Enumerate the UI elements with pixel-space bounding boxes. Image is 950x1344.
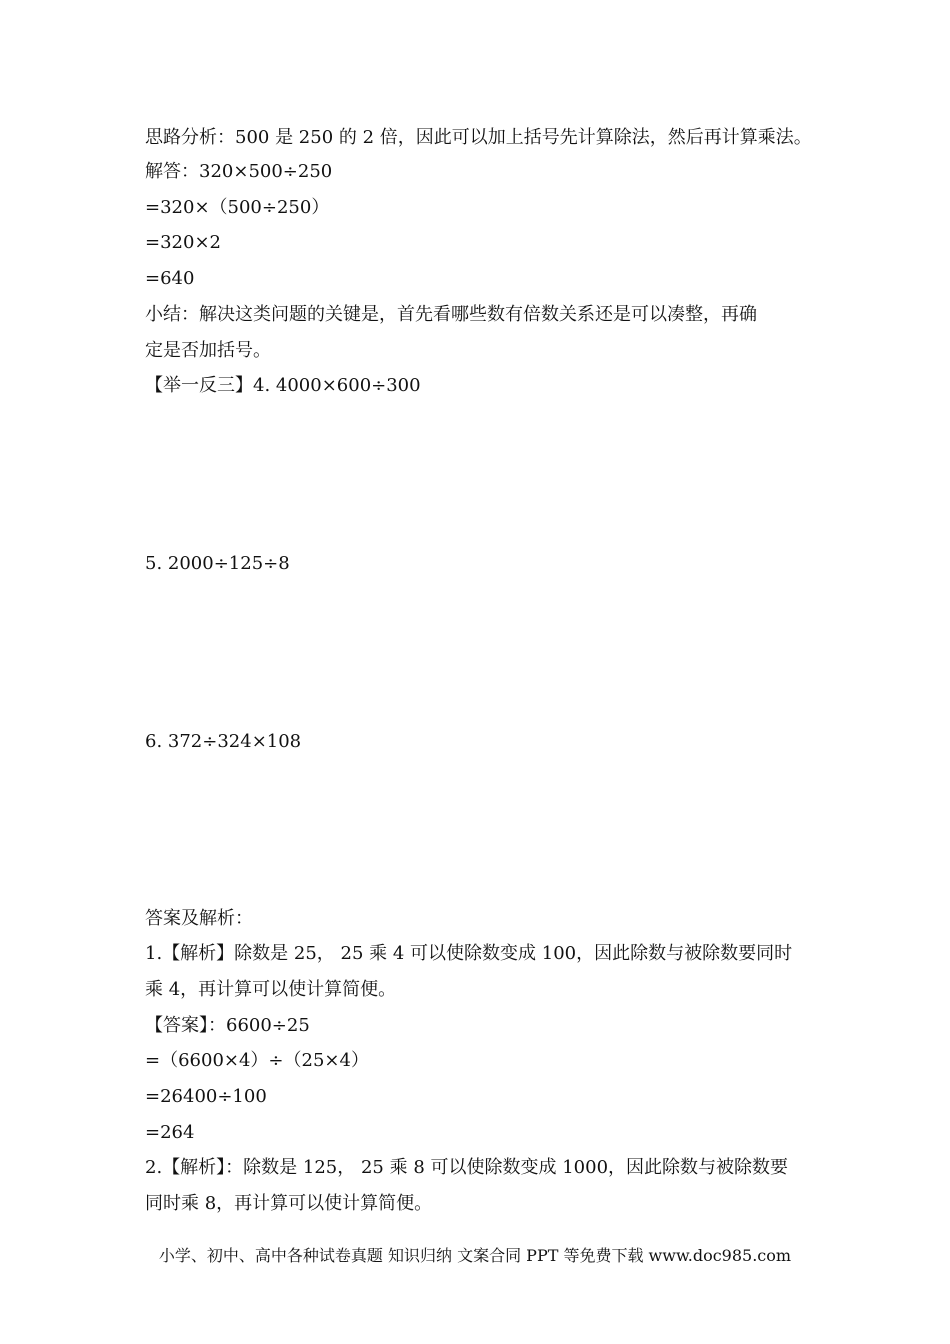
answer-1-analysis: 1.【解析】除数是 25， 25 乘 4 可以使除数变成 100，因此除数与被除数要同时	[145, 943, 793, 964]
practice-problem-4: 【举一反三】4. 4000×600÷300	[145, 375, 421, 396]
answer-1-result: =264	[145, 1122, 195, 1143]
practice-problem-6: 6. 372÷324×108	[145, 731, 302, 752]
solution-step: =320×（500÷250）	[145, 197, 330, 218]
summary-text: 定是否加括号。	[145, 340, 271, 361]
summary-text: 小结：解决这类问题的关键是，首先看哪些数有倍数关系还是可以凑整，再确	[145, 304, 757, 325]
answer-1-expression: 【答案】：6600÷25	[145, 1015, 310, 1036]
practice-problem-5: 5. 2000÷125÷8	[145, 553, 290, 574]
page-footer: 小学、初中、高中各种试卷真题 知识归纳 文案合同 PPT 等免费下载 www.doc985.com	[158, 1246, 792, 1265]
answers-heading: 答案及解析：	[145, 908, 253, 929]
solution-result: =640	[145, 268, 195, 289]
answer-2-analysis: 2.【解析】：除数是 125， 25 乘 8 可以使除数变成 1000，因此除数与被除数要	[145, 1157, 789, 1178]
answer-1-analysis: 乘 4，再计算可以使计算简便。	[145, 979, 397, 1000]
answer-2-analysis: 同时乘 8，再计算可以使计算简便。	[145, 1193, 433, 1214]
solution-step: =320×2	[145, 232, 221, 253]
analysis-text: 思路分析：500 是 250 的 2 倍，因此可以加上括号先计算除法，然后再计算乘法。	[145, 127, 812, 148]
solution-expression: 解答：320×500÷250	[145, 161, 333, 182]
answer-1-step: =（6600×4）÷（25×4）	[145, 1050, 369, 1071]
answer-1-step: =26400÷100	[145, 1086, 267, 1107]
